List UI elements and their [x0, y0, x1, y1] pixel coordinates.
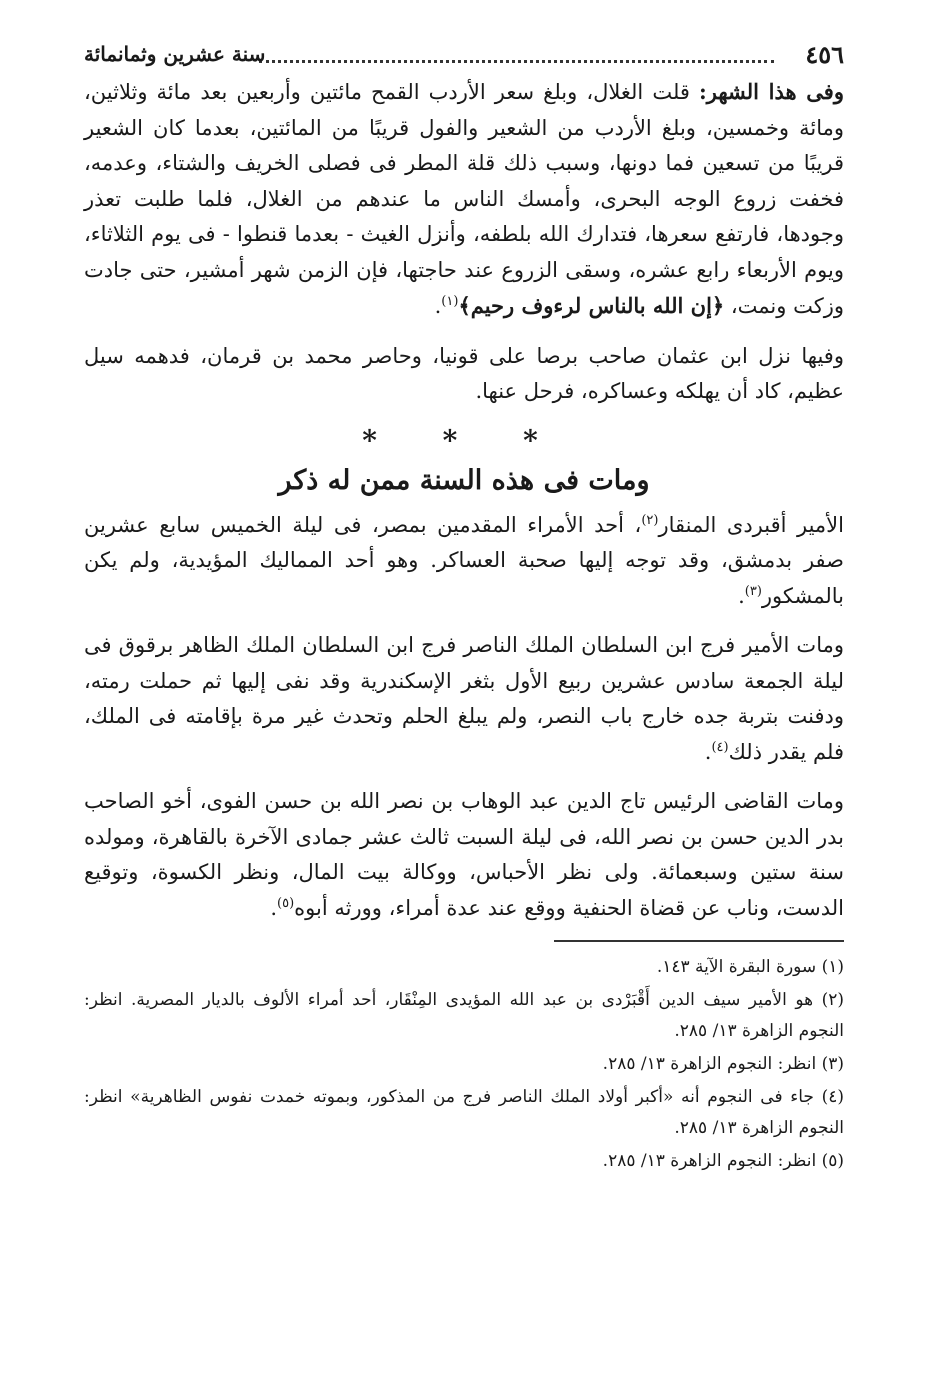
- book-page: [84, 30, 844, 1179]
- paragraph-end: .: [738, 583, 745, 608]
- footnote-4: (٤) جاء فى النجوم أنه «أكبر أولاد الملك الناصر فرج من المذكور، وبموته خمدت نفوس الظاهرية» انظر: النجوم الزاهرة ١٣/ ٢٨٥.: [84, 1087, 844, 1138]
- footnote-1: (١) سورة البقرة الآية ١٤٣.: [656, 957, 844, 977]
- paragraph-end: .: [270, 895, 278, 920]
- paragraph-text: الأمير أقبردى المنقار: [658, 512, 844, 537]
- section-title: ومات فى هذه السنة ممن له ذكر: [278, 464, 650, 496]
- paragraph-text: ومات الأمير فرج ابن السلطان الملك الناصر فرج ابن السلطان الملك الظاهر برقوق فى ليلة الجمعة سادس عشرين ربيع الأول بثغر الإسكندرية وقد نفى إليها ثم حملت رمته، ودفنت بتربة جده خارج باب النصر، ولم يبلغ الحلم وتحدث غير مرة بإقامته فى الملك، فلم يقدر ذلك: [84, 633, 844, 764]
- footnote-2: (٢) هو الأمير سيف الدين أَقْبَرْدى بن عبد الله المؤيدى المِنْقَار، أحد أمراء الألوف بالديار المصرية. انظر: النجوم الزاهرة ١٣/ ٢٨٥.: [84, 990, 844, 1041]
- footnote-3: (٣) انظر: النجوم الزاهرة ١٣/ ٢٨٥.: [602, 1054, 844, 1074]
- paragraph-aqbardi: [84, 508, 844, 615]
- footnote-ref: (١): [441, 294, 459, 309]
- footnote-separator: [554, 940, 844, 942]
- footnote-ref: (٣): [744, 583, 762, 599]
- quran-quote: ﴿إن الله بالناس لرءوف رحيم﴾: [458, 293, 725, 318]
- paragraph-prices: [84, 74, 844, 325]
- paragraph-end: .: [434, 294, 442, 318]
- header-dotted-leader: [259, 60, 774, 63]
- paragraph-lead: وفى هذا الشهر:: [699, 79, 844, 104]
- running-title: سنة عشرين وثمانمائة: [84, 42, 266, 66]
- paragraph-end: .: [704, 739, 712, 764]
- running-header: [84, 30, 844, 74]
- footnote-ref: (٤): [711, 739, 729, 755]
- footnote-ref: (٥): [277, 895, 295, 911]
- paragraph-faraj: [84, 628, 844, 770]
- footnote-ref: (٢): [641, 512, 659, 528]
- paragraph-text: ، أحد الأمراء المقدمين بمصر، فى ليلة الخميس سابع عشرين صفر بدمشق، وقد توجه إليها صحبة العساكر. وهو أحد المماليك المؤيدية، ولم يكن بالمشكور: [84, 512, 844, 608]
- paragraph-taj-al-din: [84, 784, 844, 926]
- footnotes: [84, 952, 844, 1177]
- paragraph-text: ومات القاضى الرئيس تاج الدين عبد الوهاب بن نصر الله بن حسن الفوى، أخو الصاحب بدر الدين حسن بن نصر الله، فى ليلة السبت ثالث عشر جمادى الآخرة بالقاهرة، ومولده سنة ستين وسبعمائة. ولى نظر الأحباس، ووكالة بيت المال، ونظر الكسوة، وتوقيع الدست، وناب عن قضاة الحنفية ووقع عند عدة أمراء، وورثه أبوه: [84, 789, 844, 920]
- paragraph-text: قلت الغلال، وبلغ سعر الأردب القمح مائتين وأربعين بعد مائة وثلاثين، ومائة وخمسين، وبلغ الأردب من الشعير والفول قريبًا من المائتين، بعدما كان الشعير قريبًا من تسعين فما دونها، وسبب ذلك قلة المطر فى فصلى الخريف والشتاء، وعدمه، فخفت زروع الوجه البحرى، وأمسك الناس ما عندهم من الغلال، فلما طلبت تعذر وجودها، فارتفع سعرها، فتدارك الله بلطفه، وأنزل الغيث - بعدما قنطوا - فى يوم الثلاثاء، ويوم الأربعاء رابع عشره، وسقى الزروع عند حاجتها، فإن الزمن شهر أمشير، حتى جادت وزكت ونمت،: [84, 80, 844, 318]
- paragraph-ibn-uthman: وفيها نزل ابن عثمان صاحب برصا على قونيا، وحاصر محمد بن قرمان، فدهمه سيل عظيم، كاد أن يهلكه وعساكره، فرحل عنها.: [84, 343, 844, 403]
- page-number: ٤٥٦: [805, 40, 844, 69]
- section-divider-stars: * * *: [362, 423, 566, 457]
- footnote-5: (٥) انظر: النجوم الزاهرة ١٣/ ٢٨٥.: [602, 1151, 844, 1171]
